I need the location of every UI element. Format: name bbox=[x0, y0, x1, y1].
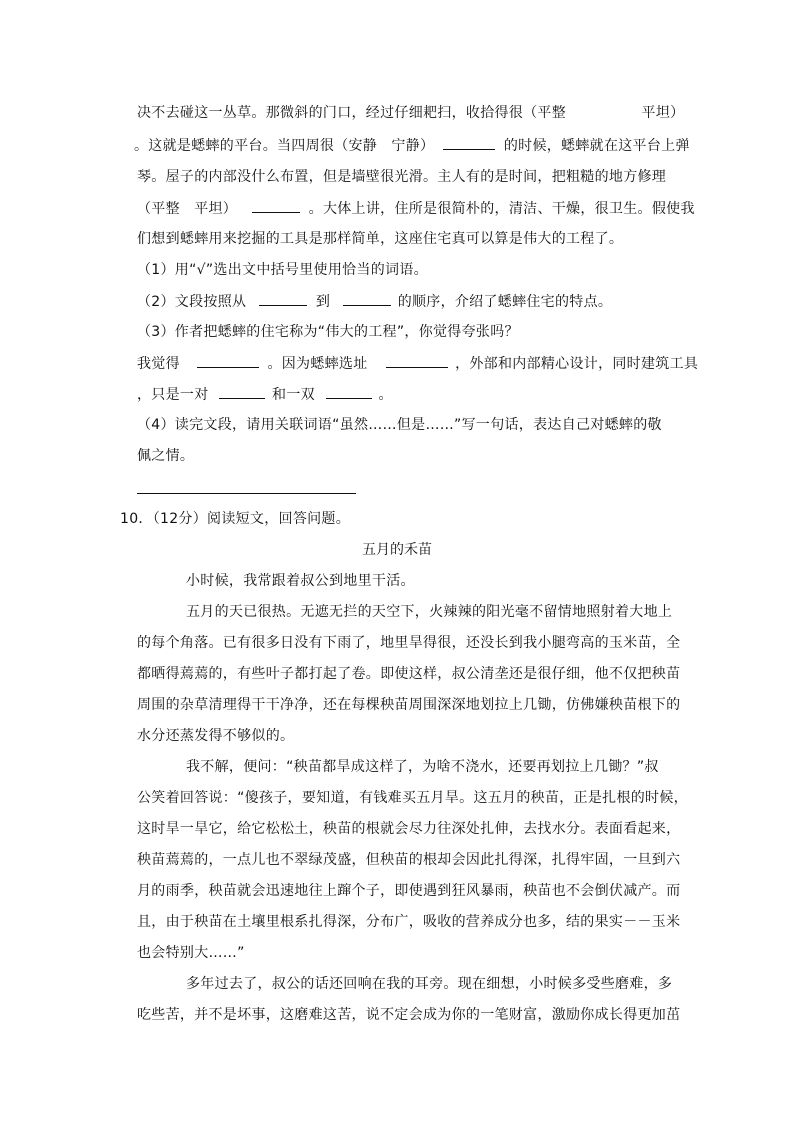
article-line: 吃些苦，并不是坏事，这磨难这苦，说不定会成为你的一笔财富，激励你成长得更加茁 bbox=[137, 1007, 681, 1023]
passage-text: 。大体上讲，住所是很简朴的，清洁、干燥，很卫生。假使我 bbox=[308, 201, 695, 217]
answer-text: 。 bbox=[378, 387, 393, 403]
fill-blank[interactable] bbox=[443, 136, 495, 150]
answer-text: 。因为蟋蟀选址 bbox=[267, 356, 368, 372]
passage-line: 们想到蟋蟀用来挖掘的工具是那样简单，这座住宅真可以算是伟大的工程了。 bbox=[137, 231, 624, 247]
passage-text: 决不去碰这一丛草。那微斜的门口，经过仔细耙扫，收拾得很（平整 bbox=[137, 105, 566, 121]
fill-blank[interactable] bbox=[386, 354, 448, 368]
answer-line-blank[interactable] bbox=[137, 493, 356, 494]
article-line: 五月的天已很热。无遮无拦的天空下，火辣辣的阳光毫不留情地照射着大地上 bbox=[186, 604, 673, 620]
article-line: 的每个角落。已有很多日没有下雨了，地里旱得很，还没长到我小腿弯高的玉米苗，全 bbox=[137, 635, 681, 651]
answer-text: ，只是一对 bbox=[137, 387, 209, 403]
question-3: （3）作者把蟋蟀的住宅称为“伟大的工程”，你觉得夸张吗？ bbox=[137, 324, 519, 340]
passage-text: 的时候，蟋蟀就在这平台上弹 bbox=[503, 138, 690, 154]
fill-blank[interactable] bbox=[252, 199, 300, 213]
question-10-header: 10．（12分）阅读短文，回答问题。 bbox=[120, 511, 351, 527]
fill-blank[interactable] bbox=[219, 385, 265, 399]
passage-line bbox=[137, 199, 695, 218]
article-line: 这时旱一旱它，给它松松土，秧苗的根就会尽力往深处扎伸，去找水分。表面看起来， bbox=[137, 821, 681, 837]
answer-text: 和一双 bbox=[272, 387, 315, 403]
article-line: 且，由于秧苗在土壤里根系扎得深，分布广，吸收的营养成分也多，结的果实－－玉米 bbox=[137, 914, 681, 930]
passage-text: 平坦） bbox=[641, 105, 685, 121]
passage-line: 琴。屋子的内部没什么布置，但是墙壁很光滑。主人有的是时间，把粗糙的地方修理 bbox=[137, 169, 667, 185]
article-line: 多年过去了，叔公的话还回响在我的耳旁。现在细想，小时候多受些磨难，多 bbox=[186, 976, 673, 992]
question-text: 的顺序，介绍了蟋蟀住宅的特点。 bbox=[397, 294, 613, 310]
answer-line bbox=[137, 385, 393, 404]
question-text: 到 bbox=[315, 294, 331, 310]
question-4-cont: 佩之情。 bbox=[137, 448, 195, 464]
passage-text: 。这就是蟋蟀的平台。当四周很（安静 宁静） bbox=[134, 138, 435, 154]
fill-blank[interactable] bbox=[326, 385, 372, 399]
passage-text: （平整 平坦） bbox=[137, 201, 238, 217]
question-2 bbox=[137, 292, 612, 311]
fill-blank[interactable] bbox=[197, 354, 259, 368]
article-line: 周围的杂草清理得干干净净，还在每棵秧苗周围深深地划拉上几锄，仿佛嫌秧苗根下的 bbox=[137, 697, 681, 713]
question-1: （1）用“√”选出文中括号里使用恰当的词语。 bbox=[137, 262, 428, 278]
passage-line bbox=[134, 136, 690, 155]
question-text: （2）文段按照从 bbox=[137, 294, 247, 310]
question-4: （4）读完文段，请用关联词语“虽然……但是……”写一句话，表达自己对蟋蟀的敬 bbox=[137, 417, 662, 433]
article-line: 月的雨季，秧苗就会迅速地往上蹿个子，即使遇到狂风暴雨，秧苗也不会倒伏减产。而 bbox=[137, 883, 681, 899]
answer-text: ，外部和内部精心设计，同时建筑工具 bbox=[455, 356, 699, 372]
article-line: 公笑着回答说：“傻孩子，要知道，有钱难买五月旱。这五月的秧苗，正是扎根的时候， bbox=[137, 790, 688, 806]
passage-line bbox=[137, 104, 684, 122]
answer-line bbox=[137, 354, 698, 373]
article-title: 五月的禾苗 bbox=[362, 542, 432, 558]
fill-blank[interactable] bbox=[259, 292, 307, 306]
article-line: 也会特别大……” bbox=[137, 945, 245, 961]
article-line: 秧苗蔫蔫的，一点儿也不翠绿茂盛，但秧苗的根却会因此扎得深，扎得牢固，一旦到六 bbox=[137, 852, 681, 868]
fill-blank[interactable] bbox=[343, 292, 391, 306]
article-line: 小时候，我常跟着叔公到地里干活。 bbox=[186, 573, 415, 589]
article-line: 都晒得蔫蔫的，有些叶子都打起了卷。即使这样，叔公清垄还是很仔细，他不仅把秧苗 bbox=[137, 666, 681, 682]
article-line: 水分还蒸发得不够似的。 bbox=[137, 728, 295, 744]
answer-text: 我觉得 bbox=[137, 356, 180, 372]
article-line: 我不解，便问：“秧苗都旱成这样了，为啥不浇水，还要再划拉上几锄？”叔 bbox=[186, 759, 659, 775]
